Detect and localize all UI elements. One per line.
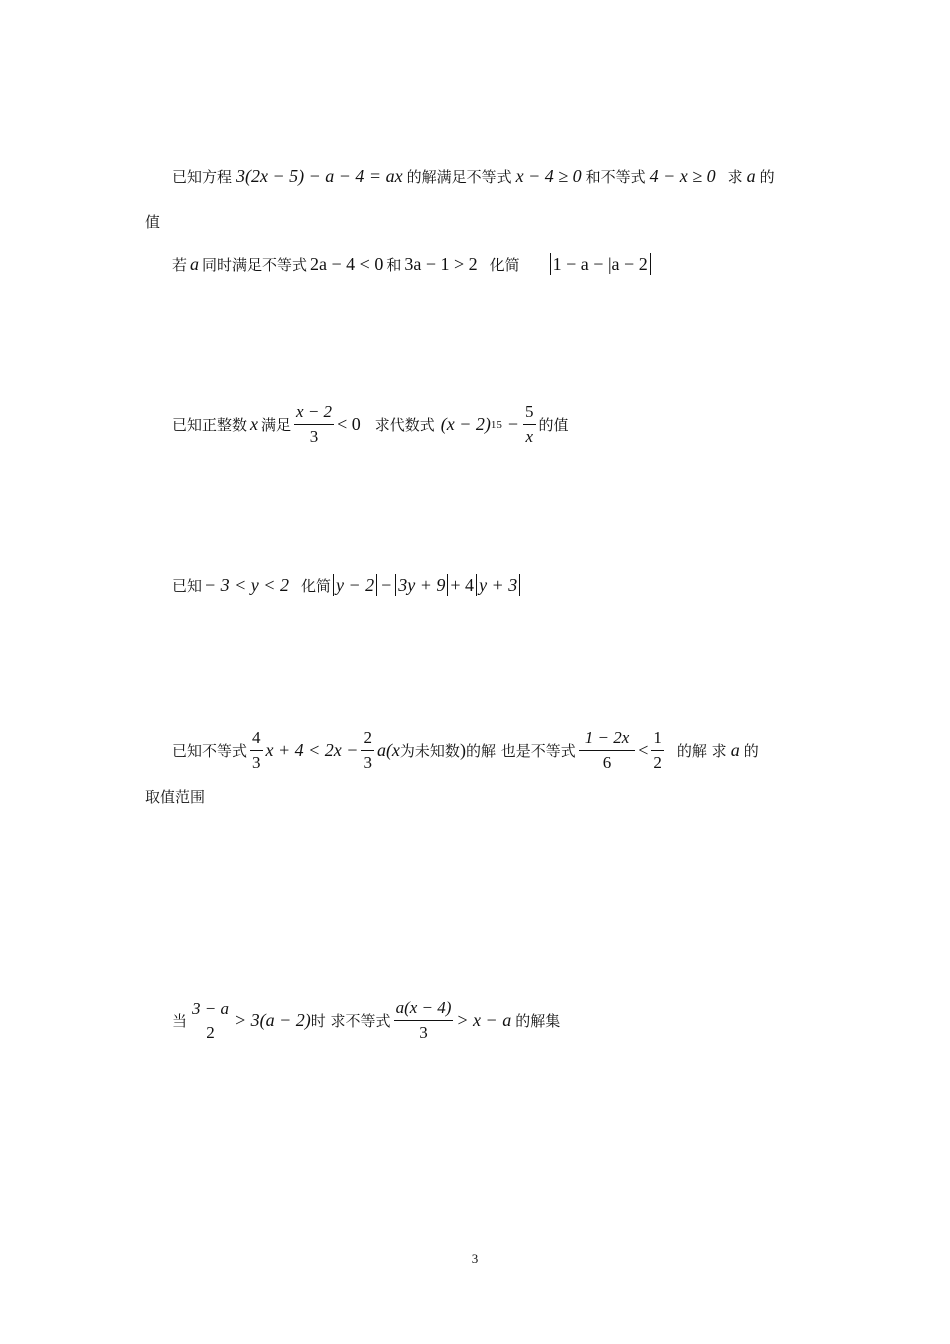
p4-expression-3: y + 3 [479, 574, 518, 595]
p6-fraction-1 [190, 997, 231, 1045]
p6-fraction-2 [394, 996, 454, 1045]
p4-text-1: 已知 [172, 576, 203, 595]
abs-bar [376, 574, 377, 596]
p1-inequality-1: x − 4 ≥ 0 [515, 166, 582, 186]
problem-5-line-2 [145, 786, 205, 807]
p6-fraction-2-numerator: a(x − 4) [394, 996, 454, 1021]
p2-variable: a [190, 253, 200, 274]
p4-plus-four: + 4 [450, 574, 475, 595]
p3-fraction-2 [523, 400, 536, 449]
abs-bar [550, 253, 551, 275]
p4-expression-1: y − 2 [335, 574, 375, 595]
abs-bar [476, 574, 477, 596]
p5-expression-1: x + 4 < 2x − [265, 740, 359, 760]
p3-text-1: 已知正整数 [172, 416, 248, 434]
abs-bar [650, 253, 651, 275]
p2-inequality-1: 2a − 4 < 0 [310, 253, 384, 274]
abs-bar [395, 574, 396, 596]
p6-fraction-1-denominator: 2 [206, 1022, 215, 1042]
p6-text-2: 时 求不等式 [310, 1012, 391, 1030]
p4-text-2: 化简 [300, 576, 331, 595]
p3-text-2: 满足 [261, 416, 292, 434]
problem-1-line-2 [145, 211, 160, 232]
p5-text-5: 取值范围 [145, 788, 206, 806]
p1-text-5: 的 [759, 168, 775, 186]
p5-fraction-2-denominator: 3 [363, 753, 372, 772]
p3-text-3: 求代数式 [374, 416, 435, 434]
p1-text-1: 已知方程 [172, 168, 233, 186]
p2-text-4: 化简 [489, 255, 520, 274]
p5-close-paren: ) [459, 740, 466, 760]
p5-text-4: 的 [743, 742, 759, 760]
p5-fraction-3-numerator: 1 − 2x [579, 726, 636, 751]
p1-text-2: 的解满足不等式 [406, 168, 512, 186]
p6-fraction-1-numerator: 3 − a [192, 998, 229, 1018]
p5-fraction-1 [250, 726, 263, 775]
page-number: 3 [471, 1251, 479, 1266]
p5-fraction-1-denominator: 3 [252, 753, 261, 772]
p2-text-2: 同时满足不等式 [202, 255, 308, 274]
p5-fraction-4-numerator: 1 [651, 726, 664, 751]
p5-fraction-1-numerator: 4 [250, 726, 263, 751]
p1-equation: 3(2x − 5) − a − 4 = ax [236, 166, 403, 186]
p5-expression-2: a(x [376, 740, 400, 760]
p5-variable: a [730, 740, 740, 760]
p2-text-1: 若 [172, 255, 188, 274]
p3-minus: − [507, 414, 519, 434]
p2-text-3: 和 [386, 255, 402, 274]
p5-relation: < [638, 740, 649, 760]
p4-expression-2: 3y + 9 [398, 574, 446, 595]
problem-2 [172, 253, 653, 275]
p3-variable: x [250, 414, 259, 434]
p3-fraction-denominator: 3 [309, 427, 319, 446]
p5-fraction-2-numerator: 2 [361, 726, 374, 751]
p2-expression: 1 − a − |a − 2 [552, 253, 648, 274]
problem-4 [172, 574, 522, 596]
p4-inequality: − 3 < y < 2 [204, 574, 289, 595]
p1-text-3: 和不等式 [585, 168, 646, 186]
p3-relation: < 0 [337, 414, 361, 434]
p5-note: 为未知数 [399, 742, 460, 760]
p3-base: (x − 2) [440, 414, 491, 434]
p6-expression: > 3(a − 2) [234, 1010, 311, 1030]
abs-bar [447, 574, 448, 596]
p6-text-1: 当 [172, 1012, 188, 1030]
p1-variable: a [746, 166, 756, 186]
p6-text-3: 的解集 [515, 1012, 561, 1030]
p5-fraction-3-denominator: 6 [602, 753, 612, 772]
p3-text-4: 的值 [538, 416, 569, 434]
p3-fraction-numerator: x − 2 [294, 400, 334, 425]
p5-text-3: 的解 求 [676, 742, 727, 760]
p6-relation: > x − a [456, 1010, 512, 1030]
p3-exponent: 15 [490, 418, 502, 431]
problem-3 [172, 400, 569, 449]
p5-fraction-3 [579, 726, 636, 775]
abs-bar [333, 574, 334, 596]
problem-1-line-1 [172, 166, 775, 187]
p3-fraction [294, 400, 334, 449]
p3-fraction-2-denominator: x [525, 427, 534, 446]
p5-text-1: 已知不等式 [172, 742, 248, 760]
p6-fraction-2-denominator: 3 [419, 1023, 428, 1042]
p1-inequality-2: 4 − x ≥ 0 [649, 166, 716, 186]
problem-6 [172, 996, 560, 1045]
p5-fraction-2 [361, 726, 374, 775]
p5-fraction-4-denominator: 2 [653, 753, 662, 772]
p5-text-2: 的解 也是不等式 [465, 742, 576, 760]
p4-minus: − [381, 574, 392, 595]
p3-fraction-2-numerator: 5 [523, 400, 536, 425]
p1-text-6: 值 [145, 213, 161, 231]
p1-text-4: 求 [727, 168, 743, 186]
problem-5-line-1 [172, 726, 759, 775]
abs-bar [519, 574, 520, 596]
p5-fraction-4 [651, 726, 664, 775]
p2-inequality-2: 3a − 1 > 2 [404, 253, 478, 274]
